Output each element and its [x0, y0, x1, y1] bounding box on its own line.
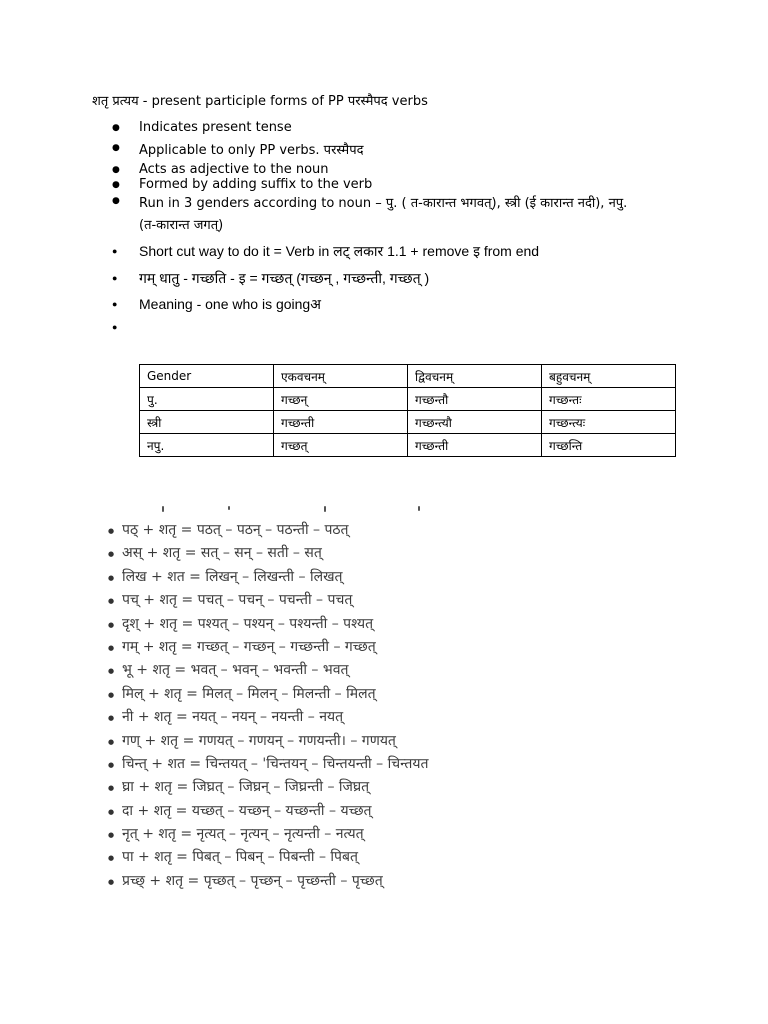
table-header-cell: एकवचनम्: [274, 365, 408, 388]
form-item: ● भू + शतृ = भवत् – भवन् – भवन्ती – भवत्: [108, 659, 428, 682]
form-item: ● पठ् + शतृ = पठत् – पठन् – पठन्ती – पठत्: [108, 519, 428, 542]
form-item: ● नृत् + शतृ = नृत्यत् – नृत्यन् – नृत्यन्ती – नत्यत्: [108, 823, 428, 846]
shatru-forms-list: [108, 519, 428, 893]
form-item: ● दृश् + शतृ = पश्यत् – पश्यन् – पश्यन्ती – पश्यत्: [108, 613, 428, 636]
table-row: [140, 434, 676, 457]
form-item: ● गम् + शतृ = गच्छत् – गच्छन् – गच्छन्ती – गच्छत्: [108, 636, 428, 659]
note-item: [112, 120, 627, 135]
table-cell: गच्छन्: [274, 388, 408, 411]
table-cell: गच्छन्ति: [542, 434, 676, 457]
note-item: [112, 177, 627, 192]
note-text: Acts as adjective to the noun: [139, 162, 329, 177]
table-cell: गच्छत्: [274, 434, 408, 457]
table-cell: गच्छन्तः: [542, 388, 676, 411]
form-item: ● मिल् + शतृ = मिलत् – मिलन् – मिलन्ती – मिलत्: [108, 683, 428, 706]
note-text: Formed by adding suffix to the verb: [139, 177, 373, 192]
note-item: [112, 193, 627, 233]
table-cell: गच्छन्त्यौ: [408, 411, 542, 434]
form-item: ● अस् + शतृ = सत् – सन् – सती – सत्: [108, 542, 428, 565]
note-text-continued: (त-कारान्त जगत्): [139, 218, 224, 233]
table-cell: स्त्री: [140, 411, 274, 434]
note-item: [112, 140, 627, 158]
form-item: ● नी + शतृ = नयत् – नयन् – नयन्ती – नयत्: [108, 706, 428, 729]
note-item: [112, 162, 627, 177]
note-text: Applicable to only PP verbs. परस्मैपद: [139, 143, 364, 158]
table-row: [140, 388, 676, 411]
table-cell: पु.: [140, 388, 274, 411]
form-item: ● प्रच्छ् + शतृ = पृच्छत् – पृच्छन् – पृच्छन्ती – पृच्छत्: [108, 870, 428, 893]
declension-table: [139, 364, 676, 457]
note-item: [112, 242, 627, 261]
cropped-text-line: [100, 502, 440, 514]
form-item: ● पा + शतृ = पिबत् – पिबन् – पिबन्ती – पिबत्: [108, 846, 428, 869]
table-header-cell: Gender: [140, 365, 274, 388]
table-row: [140, 411, 676, 434]
page-heading: शतृ प्रत्यय - present participle forms of PP परस्मैपद verbs: [92, 94, 428, 109]
note-item: [112, 295, 627, 314]
form-item: ● गण् + शतृ = गणयत् – गणयन् – गणयन्ती। – गणयत्: [108, 730, 428, 753]
form-item: ● चिन्त् + शत = चिन्तयत् – 'चिन्तयन् – चिन्तयन्ती – चिन्तयत: [108, 753, 428, 776]
note-item: [112, 269, 627, 288]
table-cell: गच्छन्ती: [408, 434, 542, 457]
form-item: ● घ्रा + शतृ = जिघ्रत् – जिघ्रन् – जिघ्रन्ती – जिघ्रत्: [108, 776, 428, 799]
table-cell: गच्छन्तौ: [408, 388, 542, 411]
form-item: ● पच् + शतृ = पचत् – पचन् – पचन्ती – पचत्: [108, 589, 428, 612]
table-header-row: [140, 365, 676, 388]
notes-list: [112, 120, 627, 318]
note-text: Run in 3 genders according to noun – पु. ( त-कारान्त भगवत्), स्त्री (ई कारान्त नदी), नपु.: [139, 196, 628, 211]
form-item: ● लिख + शत = लिखन् – लिखन्ती – लिखत्: [108, 566, 428, 589]
note-text: Short cut way to do it = Verb in लट् लकार 1.1 + remove इ from end: [139, 243, 540, 259]
form-item: ● दा + शतृ = यच्छत् – यच्छन् – यच्छन्ती – यच्छत्: [108, 800, 428, 823]
note-text: Meaning - one who is goingअ: [139, 296, 321, 312]
table-header-cell: बहुवचनम्: [542, 365, 676, 388]
table-cell: नपु.: [140, 434, 274, 457]
table-cell: गच्छन्त्यः: [542, 411, 676, 434]
note-text: गम् धातु - गच्छति - इ = गच्छत् (गच्छन् , गच्छन्ती, गच्छत् ): [139, 270, 430, 286]
note-text: Indicates present tense: [139, 120, 292, 135]
table-header-cell: द्विवचनम्: [408, 365, 542, 388]
table-cell: गच्छन्ती: [274, 411, 408, 434]
